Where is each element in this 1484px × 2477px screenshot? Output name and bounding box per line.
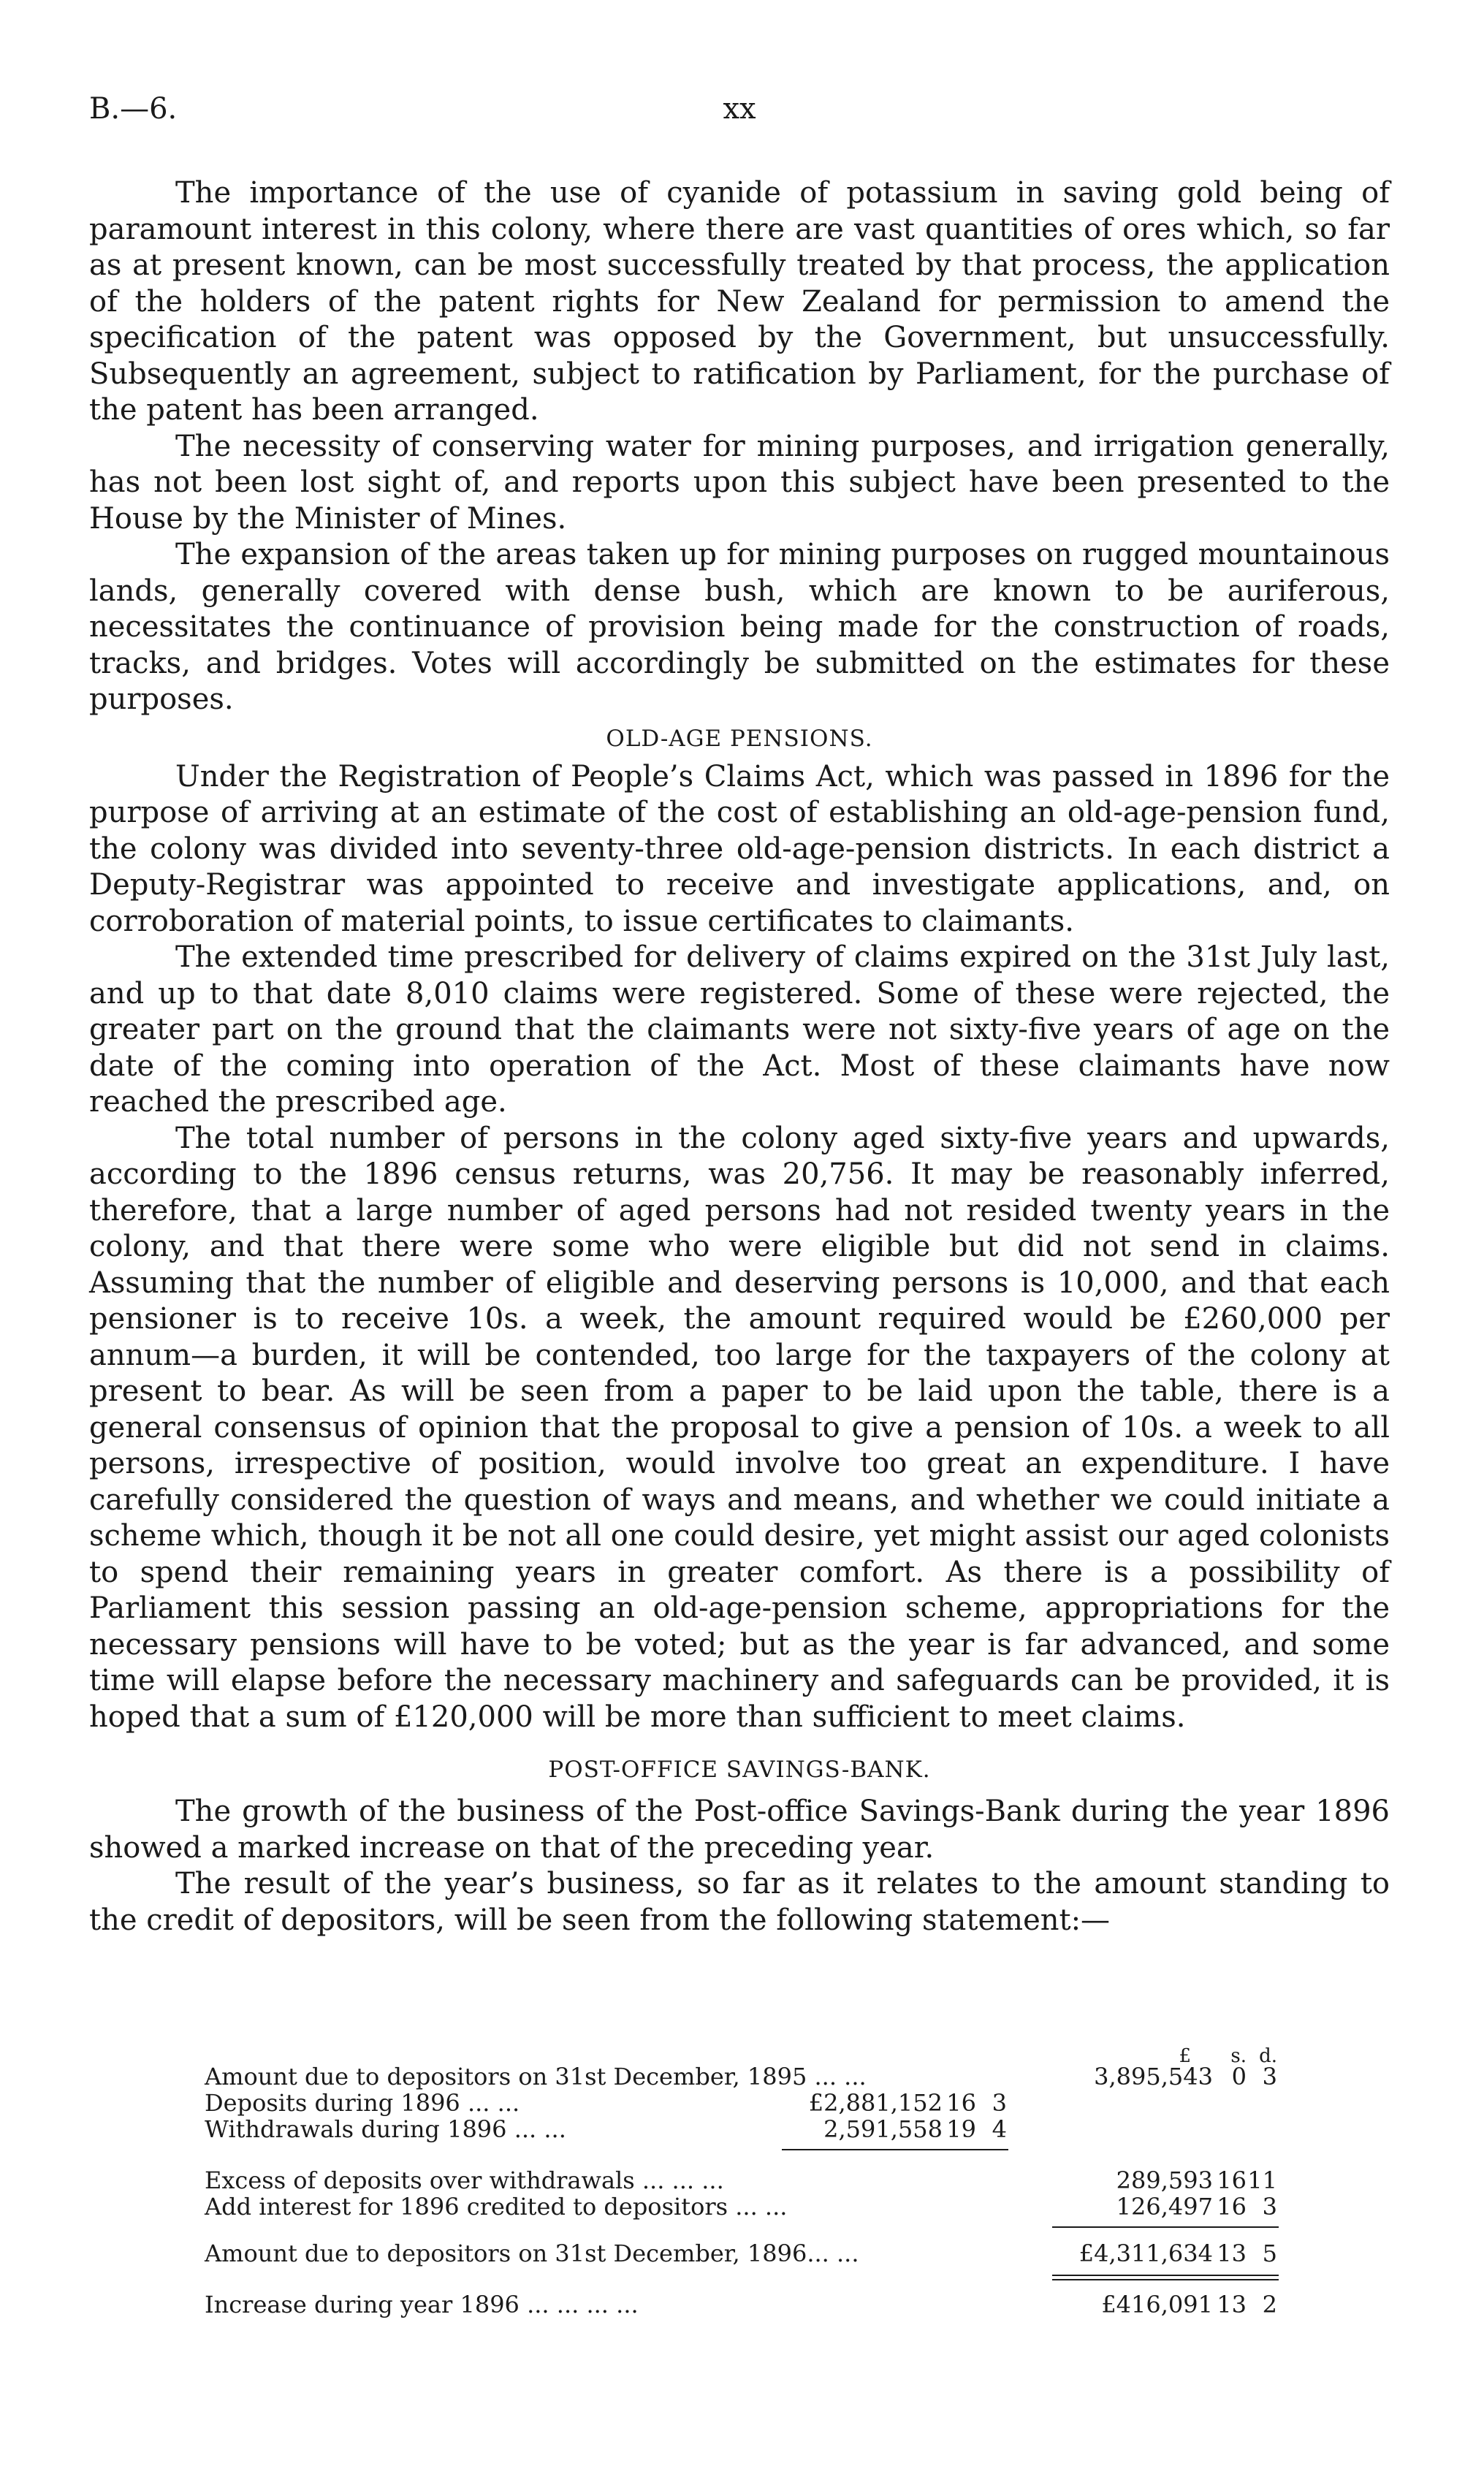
amount-pence: 3 xyxy=(992,2089,1007,2117)
amount-pence: 2 xyxy=(1262,2291,1277,2318)
statement-row xyxy=(205,2166,1277,2194)
amount-pence: 4 xyxy=(992,2115,1007,2143)
document-reference: B.—6. xyxy=(89,92,178,126)
paragraph-cyanide: The importance of the use of cyanide of potassium in saving gold being of paramount interest in this colony, where there are vast quantities of ores which, so far as at present known, can be most successfully treated by that process, the application of the holders of the patent rights for New Zealand for permission to amend the specification of the patent was opposed by the Government, but unsuccessfully. Subsequently an agreement, subject to ratification by Parliament, for the purchase of the patent has been arranged. xyxy=(89,176,1390,427)
amount-pounds: £2,881,152 xyxy=(808,2089,943,2117)
row-label: Amount due to depositors on 31st December, 1895 ... ... xyxy=(205,2063,867,2090)
amount-pounds: 289,593 xyxy=(1116,2166,1213,2194)
amount-shillings: 0 xyxy=(1231,2063,1247,2090)
row-label: Amount due to depositors on 31st December, 1896... ... xyxy=(205,2240,859,2267)
statement-row xyxy=(205,2115,1257,2143)
amount-shillings: 13 xyxy=(1217,2291,1247,2318)
double-rule-bottom xyxy=(1052,2279,1279,2280)
amount-pence: 11 xyxy=(1247,2166,1277,2194)
amount-shillings: 13 xyxy=(1217,2240,1247,2267)
paragraph-registration: Under the Registration of People’s Claims Act, which was passed in 1896 for the purpose of arriving at an estimate of the cost of establishing an old-age-pension fund, the colony was divided into seventy-three old-age-pension districts. In each district a Deputy-Registrar was appointed to receive and investigate applications, and, on corroboration of material points, to issue certificates to claimants. xyxy=(89,759,1390,938)
total-rule xyxy=(1052,2226,1279,2228)
heading-old-age-pensions: OLD-AGE PENSIONS. xyxy=(606,725,873,752)
row-label: Add interest for 1896 credited to depositors ... ... xyxy=(205,2193,788,2221)
amount-pounds: £4,311,634 xyxy=(1078,2240,1213,2267)
row-label: Increase during year 1896 ... ... ... ... xyxy=(205,2291,639,2318)
amount-pounds: £416,091 xyxy=(1101,2291,1213,2318)
statement-row xyxy=(205,2089,1257,2117)
amount-pence: 5 xyxy=(1262,2240,1277,2267)
row-label: Excess of deposits over withdrawals ... ... ... xyxy=(205,2166,724,2194)
paragraph-census: The total number of persons in the colony aged sixty-five years and upwards, according to the 1896 census returns, was 20,756. It may be reasonably inferred, therefore, that a large number of aged persons had not resided twenty years in the colony, and that there were some who were eligible but did not send in claims. Assuming that the number of eligible and deserving persons is 10,000, and that each pensioner is to receive 10s. a week, the amount required would be £260,000 per annum—a burden, it will be contended, too large for the taxpayers of the colony at present to bear. As will be seen from a paper to be laid upon the table, there is a general consensus of opinion that the proposal to give a pension of 10s. a week to all persons, irrespective of position, would involve too great an expenditure. I have carefully considered the question of ways and means, and whether we could initiate a scheme which, though it be not all one could desire, yet might assist our aged colonists to spend their remaining years in greater comfort. As there is a possibility of Parliament this session passing an old-age-pension scheme, appropriations for the necessary pensions will have to be voted; but as the year is far advanced, and some time will elapse before the necessary machinery and safeguards can be provided, it is hoped that a sum of £120,000 will be more than sufficient to meet claims. xyxy=(89,1121,1390,1734)
page-number: xx xyxy=(723,92,756,126)
amount-shillings: 16 xyxy=(1217,2166,1247,2194)
column-header-shillings: s. xyxy=(1230,2045,1247,2067)
statement-row xyxy=(205,2193,1277,2221)
heading-savings-bank: POST-OFFICE SAVINGS-BANK. xyxy=(548,1757,931,1783)
statement-row xyxy=(205,2063,1277,2090)
column-header-pounds: £ xyxy=(1179,2045,1191,2067)
body-text xyxy=(89,175,1390,1938)
amount-shillings: 19 xyxy=(946,2115,976,2143)
statement-row xyxy=(205,2240,1277,2267)
paragraph-result: The result of the year’s business, so far as it relates to the amount standing to the credit of depositors, will be seen from the following statement:— xyxy=(89,1867,1390,1937)
amount-shillings: 16 xyxy=(1217,2193,1247,2221)
amount-pence: 3 xyxy=(1262,2063,1277,2090)
amount-pence: 3 xyxy=(1262,2193,1277,2221)
page-header xyxy=(89,92,1390,136)
column-header-pence: d. xyxy=(1259,2045,1277,2067)
amount-pounds: 3,895,543 xyxy=(1094,2063,1213,2090)
double-rule-top xyxy=(1052,2275,1279,2276)
paragraph-claims: The extended time prescribed for delivery of claims expired on the 31st July last, and up to that date 8,010 claims were registered. Some of these were rejected, the greater part on the ground that the claimants were not sixty-five years of age on the date of the coming into operation of the Act. Most of these claimants have now reached the prescribed age. xyxy=(89,940,1390,1119)
row-label: Deposits during 1896 ... ... xyxy=(205,2089,520,2117)
subtotal-rule xyxy=(782,2149,1008,2150)
paragraph-water: The necessity of conserving water for mining purposes, and irrigation generally, has not been lost sight of, and reports upon this subject have been presented to the House by the Minister of Mines. xyxy=(89,429,1390,536)
row-label: Withdrawals during 1896 ... ... xyxy=(205,2115,566,2143)
paragraph-growth: The growth of the business of the Post-office Savings-Bank during the year 1896 showed a marked increase on that of the preceding year. xyxy=(89,1795,1390,1865)
amount-pounds: 2,591,558 xyxy=(823,2115,943,2143)
amount-pounds: 126,497 xyxy=(1116,2193,1213,2221)
paragraph-roads: The expansion of the areas taken up for mining purposes on rugged mountainous lands, generally covered with dense bush, which are known to be auriferous, necessitates the continuance of provision being made for the construction of roads, tracks, and bridges. Votes will accordingly be submitted on the estimates for these purposes. xyxy=(89,538,1390,716)
statement-row xyxy=(205,2291,1277,2318)
amount-shillings: 16 xyxy=(946,2089,976,2117)
